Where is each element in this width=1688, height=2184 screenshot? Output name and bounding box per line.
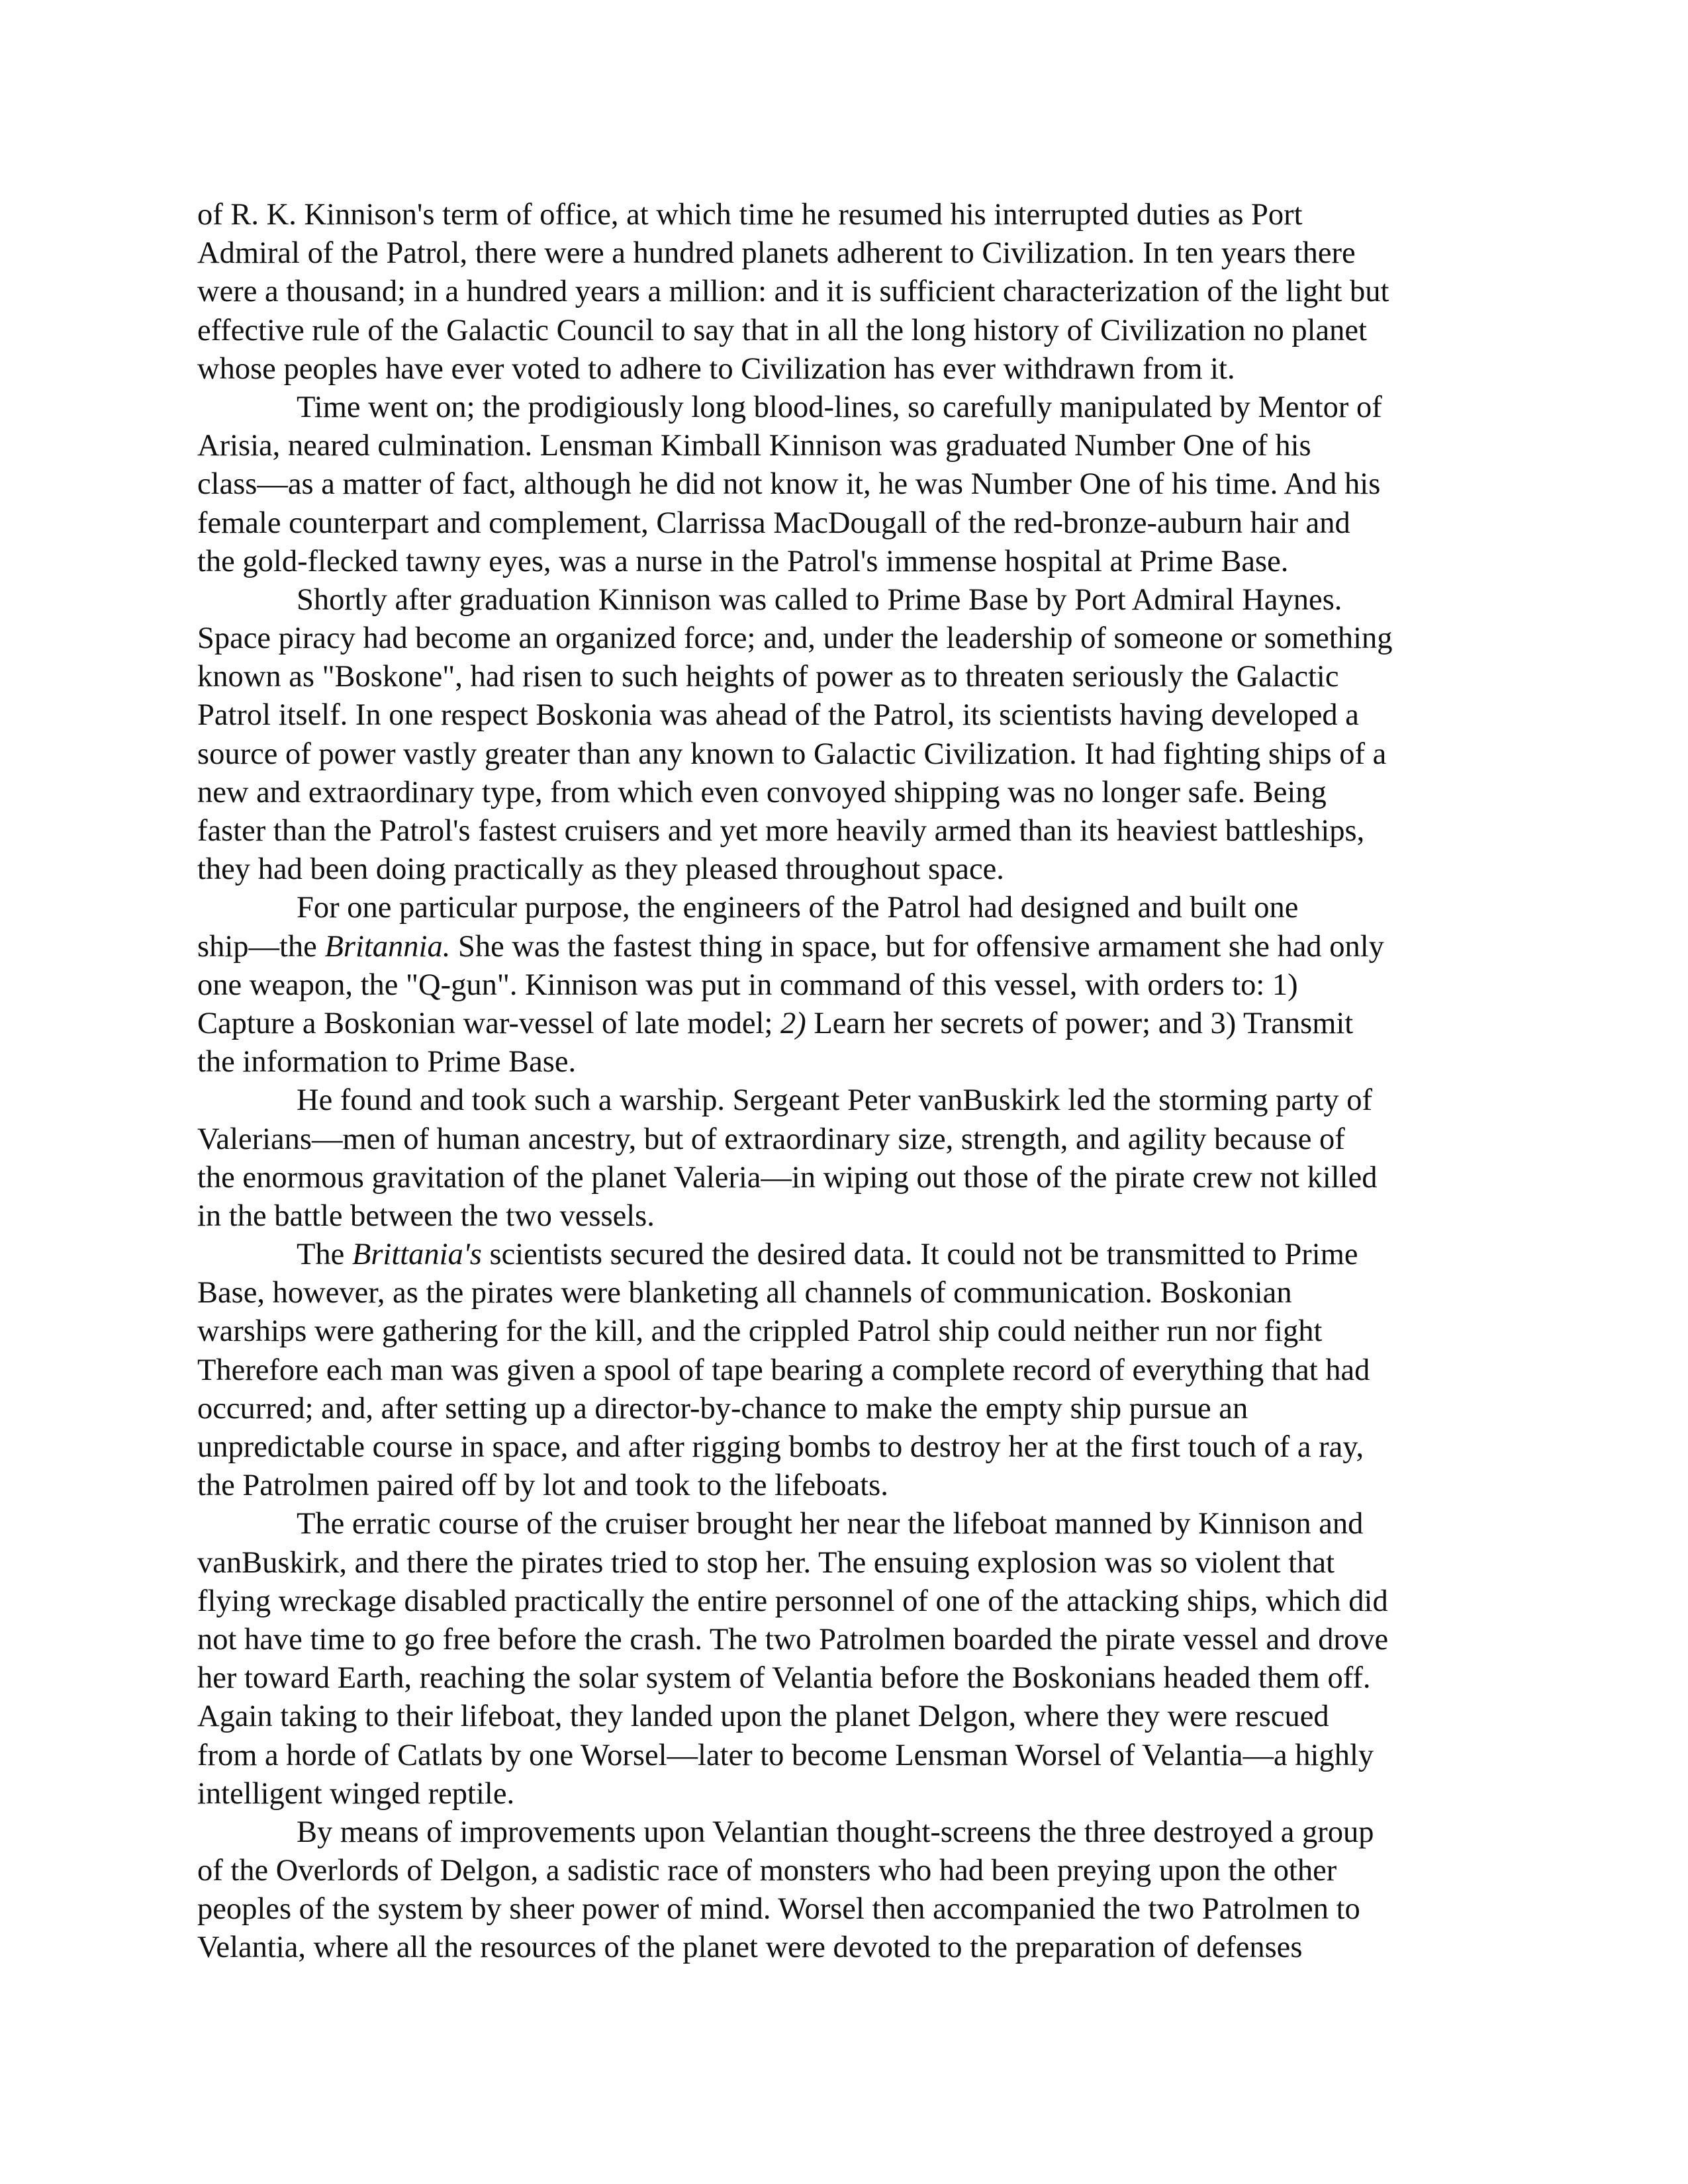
- text-segment: For one particular purpose, the engineers of the Patrol had designed and built one: [297, 891, 1299, 925]
- text-segment: Arisia, neared culmination. Lensman Kimball Kinnison was graduated Number One of his: [197, 429, 1311, 463]
- italic-text: 2): [780, 1006, 806, 1040]
- text-segment: She was the fastest thing in space, but for offensive armament she had only: [450, 929, 1384, 964]
- text-segment: they had been doing practically as they pleased throughout space.: [197, 852, 1004, 887]
- paragraph: [197, 1236, 1495, 1505]
- text-line: [197, 1813, 1495, 1852]
- text-line: [197, 850, 1495, 889]
- text-segment: faster than the Patrol's fastest cruisers and yet more heavily armed than its heaviest battleships,: [197, 814, 1365, 848]
- text-line: [197, 465, 1495, 504]
- text-line: [197, 1197, 1495, 1236]
- text-segment: new and extraordinary type, from which even convoyed shipping was no longer safe. Being: [197, 775, 1327, 809]
- text-line: [197, 1621, 1495, 1659]
- text-line: [197, 1390, 1495, 1428]
- text-segment: intelligent winged reptile.: [197, 1776, 515, 1811]
- text-line: [197, 1081, 1495, 1120]
- text-segment: not have time to go free before the crash. The two Patrolmen boarded the pirate vessel and drove: [197, 1622, 1389, 1657]
- text-line: [197, 350, 1495, 388]
- text-segment: of R. K. Kinnison's term of office, at which time he resumed his interrupted duties as Port: [197, 198, 1303, 232]
- text-line: [197, 1890, 1495, 1929]
- text-line: [197, 1236, 1495, 1274]
- paragraph: [197, 1813, 1495, 1968]
- text-line: [197, 1312, 1495, 1351]
- text-segment: occurred; and, after setting up a director-by-chance to make the empty ship pursue an: [197, 1391, 1248, 1426]
- text-line: [197, 774, 1495, 812]
- text-segment: Time went on; the prodigiously long blood-lines, so carefully manipulated by Mentor of: [297, 390, 1382, 424]
- text-line: [197, 1274, 1495, 1312]
- text-line: [197, 1737, 1495, 1775]
- text-segment: Again taking to their lifeboat, they landed upon the planet Delgon, where they were rescued: [197, 1700, 1329, 1734]
- text-line: [197, 812, 1495, 850]
- text-segment: Learn her secrets of power; and 3) Transmit: [806, 1006, 1354, 1040]
- text-segment: peoples of the system by sheer power of mind. Worsel then accompanied the two Patrolmen to: [197, 1892, 1360, 1927]
- text-segment: unpredictable course in space, and after rigging bombs to destroy her at the first touch of a ray,: [197, 1430, 1364, 1464]
- text-segment: By means of improvements upon Velantian thought-screens the three destroyed a group: [297, 1815, 1374, 1849]
- text-segment: He found and took such a warship. Sergeant Peter vanBuskirk led the storming party of: [297, 1083, 1373, 1118]
- text-segment: warships were gathering for the kill, and the crippled Patrol ship could neither run nor fight: [197, 1314, 1323, 1349]
- text-line: [197, 1467, 1495, 1505]
- text-line: [197, 1698, 1495, 1736]
- text-segment: the enormous gravitation of the planet Valeria—in wiping out those of the pirate crew not killed: [197, 1160, 1378, 1195]
- text-segment: The erratic course of the cruiser brought her near the lifeboat manned by Kinnison and: [297, 1507, 1364, 1541]
- text-line: [197, 966, 1495, 1005]
- text-segment: in the battle between the two vessels.: [197, 1199, 655, 1233]
- text-line: [197, 234, 1495, 273]
- paragraph: [197, 581, 1495, 889]
- text-segment: ship—the: [197, 929, 325, 964]
- text-segment: Space piracy had become an organized force; and, under the leadership of someone or something: [197, 621, 1393, 656]
- text-segment: the information to Prime Base.: [197, 1045, 577, 1079]
- text-segment: Shortly after graduation Kinnison was called to Prime Base by Port Admiral Haynes.: [297, 582, 1342, 617]
- text-line: [197, 1351, 1495, 1390]
- text-segment: of the Overlords of Delgon, a sadistic race of monsters who had been preying upon the other: [197, 1854, 1337, 1888]
- text-segment: vanBuskirk, and there the pirates tried to stop her. The ensuing explosion was so violent that: [197, 1545, 1335, 1580]
- text-segment: Velantia, where all the resources of the planet were devoted to the preparation of defenses: [197, 1931, 1303, 1965]
- text-segment: Admiral of the Patrol, there were a hundred planets adherent to Civilization. In ten years there: [197, 236, 1356, 271]
- text-segment: her toward Earth, reaching the solar system of Velantia before the Boskonians headed them off.: [197, 1661, 1371, 1696]
- text-segment: from a horde of Catlats by one Worsel—later to become Lensman Worsel of Velantia—a highly: [197, 1738, 1374, 1772]
- body-text: [197, 196, 1495, 1968]
- text-segment: Capture a Boskonian war-vessel of late model;: [197, 1006, 781, 1040]
- text-line: [197, 504, 1495, 543]
- text-line: [197, 1852, 1495, 1890]
- text-line: [197, 388, 1495, 427]
- text-line: [197, 658, 1495, 696]
- text-line: [197, 543, 1495, 581]
- paragraph: [197, 388, 1495, 581]
- text-line: [197, 196, 1495, 234]
- italic-text: Brittania's: [352, 1238, 482, 1272]
- text-line: [197, 1159, 1495, 1197]
- text-segment: the Patrolmen paired off by lot and took to the lifeboats.: [197, 1469, 888, 1503]
- text-segment: were a thousand; in a hundred years a million: and it is sufficient characterization of the light but: [197, 275, 1389, 309]
- text-line: [197, 1544, 1495, 1582]
- text-line: [197, 581, 1495, 619]
- text-line: [197, 1929, 1495, 1967]
- text-line: [197, 427, 1495, 465]
- text-segment: whose peoples have ever voted to adhere to Civilization has ever withdrawn from it.: [197, 351, 1235, 386]
- text-line: [197, 696, 1495, 735]
- text-segment: source of power vastly greater than any known to Galactic Civilization. It had fighting ships of a: [197, 737, 1387, 771]
- text-line: [197, 1043, 1495, 1081]
- italic-text: Britannia.: [324, 929, 451, 964]
- text-segment: class—as a matter of fact, although he did not know it, he was Number One of his time. And his: [197, 467, 1381, 502]
- text-line: [197, 1775, 1495, 1813]
- text-line: [197, 1428, 1495, 1467]
- text-line: [197, 1120, 1495, 1159]
- text-line: [197, 273, 1495, 311]
- text-line: [197, 1582, 1495, 1621]
- text-segment: effective rule of the Galactic Council to say that in all the long history of Civilization no planet: [197, 313, 1367, 347]
- text-line: [197, 889, 1495, 927]
- paragraph: [197, 889, 1495, 1081]
- text-segment: female counterpart and complement, Clarrissa MacDougall of the red-bronze-auburn hair and: [197, 506, 1350, 540]
- text-line: [197, 1505, 1495, 1543]
- text-segment: scientists secured the desired data. It could not be transmitted to Prime: [481, 1238, 1358, 1272]
- text-line: [197, 619, 1495, 658]
- text-segment: one weapon, the "Q-gun". Kinnison was put in command of this vessel, with orders to: 1): [197, 968, 1298, 1002]
- text-segment: known as "Boskone", had risen to such heights of power as to threaten seriously the Galactic: [197, 660, 1339, 694]
- text-line: [197, 1659, 1495, 1698]
- text-line: [197, 735, 1495, 774]
- paragraph: [197, 1505, 1495, 1813]
- text-segment: Therefore each man was given a spool of tape bearing a complete record of everything that had: [197, 1353, 1370, 1387]
- text-segment: the gold-flecked tawny eyes, was a nurse in the Patrol's immense hospital at Prime Base.: [197, 544, 1289, 578]
- paragraph: [197, 196, 1495, 388]
- paragraph: [197, 1081, 1495, 1236]
- text-segment: The: [297, 1238, 352, 1272]
- text-segment: Patrol itself. In one respect Boskonia was ahead of the Patrol, its scientists having developed a: [197, 698, 1359, 733]
- text-segment: flying wreckage disabled practically the entire personnel of one of the attacking ships, which did: [197, 1584, 1388, 1618]
- text-line: [197, 928, 1495, 966]
- text-segment: Base, however, as the pirates were blanketing all channels of communication. Boskonian: [197, 1276, 1292, 1310]
- text-line: [197, 1005, 1495, 1043]
- text-segment: Valerians—men of human ancestry, but of extraordinary size, strength, and agility because of: [197, 1122, 1345, 1156]
- text-line: [197, 312, 1495, 350]
